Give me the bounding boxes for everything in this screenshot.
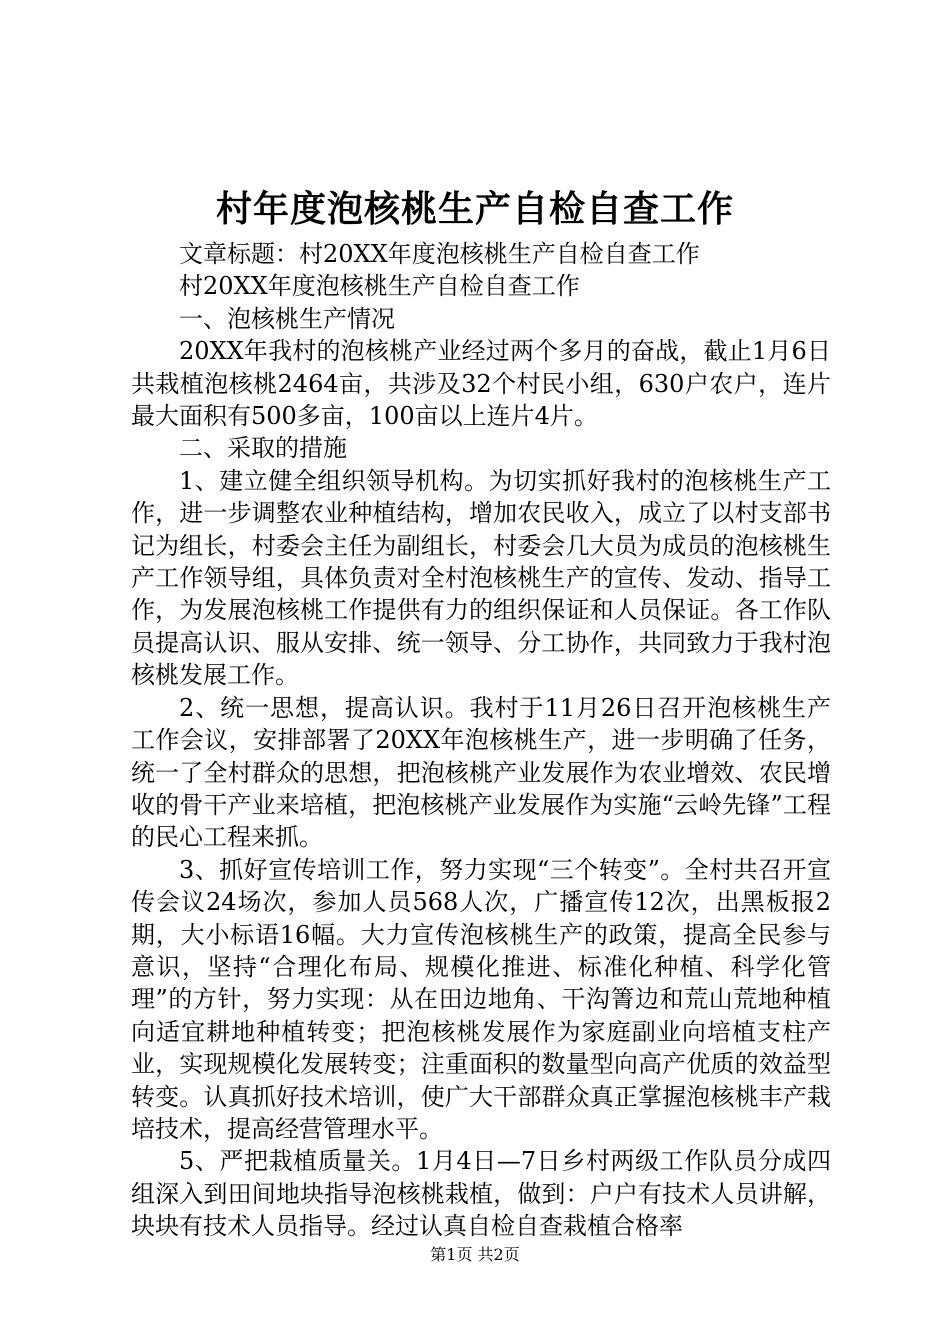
paragraph: 2、统一思想，提高认识。我村于11月26日召开泡核桃生产工作会议，安排部署了20XX年泡核桃生产，进一步明确了任务，统一了全村群众的思想，把泡核桃产业发展作为农业增效、农民增收的骨干产业来培植，把泡核桃产业发展作为实施“云岭先锋”工程的民心工程来抓。 [131,693,831,852]
document-title: 村年度泡核桃生产自检自查工作 [215,188,734,230]
paragraph-article-label: 文章标题：村20XX年度泡核桃生产自检自查工作 [179,240,700,268]
paragraph: 20XX年我村的泡核桃产业经过两个多月的奋战，截止1月6日共栽植泡核桃2464亩，共涉及32个村民小组，630户农户，连片最大面积有500多亩，100亩以上连片4片。 [131,337,831,431]
paragraph: 1、建立健全组织领导机构。为切实抓好我村的泡核桃生产工作，进一步调整农业种植结构，增加农民收入，成立了以村支部书记为组长，村委会主任为副组长，村委会几大员为成员的泡核桃生产工作领导组，具体负责对全村泡核桃生产的宣传、发动、指导工作，为发展泡核桃工作提供有力的组织保证和人员保证。各工作队员提高认识、服从安排、统一领导、分工协作，共同致力于我村泡核桃发展工作。 [131,466,831,690]
section-heading-2: 二、采取的措施 [179,434,347,463]
section-heading-1: 一、泡核桃生产情况 [179,304,395,333]
page-footer: 第1页 共2页 [430,1245,520,1264]
paragraph: 3、抓好宣传培训工作，努力实现“三个转变”。全村共召开宣传会议24场次，参加人员568人次，广播宣传12次，出黑板报2期，大小标语16幅。大力宣传泡核桃生产的政策，提高全民参与意识，坚持“合理化布局、规模化推进、标准化种植、科学化管理”的方针，努力实现：从在田边地角、干沟箐边和荒山荒地种植向适宜耕地种植转变；把泡核桃发展作为家庭副业向培植支柱产业，实现规模化发展转变；注重面积的数量型向高产优质的效益型转变。认真抓好技术培训，使广大干部群众真正掌握泡核桃丰产栽培技术，提高经营管理水平。 [131,855,831,1143]
document-body [131,238,831,1243]
paragraph-subtitle: 村20XX年度泡核桃生产自检自查工作 [179,272,580,301]
paragraph: 5、严把栽植质量关。1月4日—7日乡村两级工作队员分成四组深入到田间地块指导泡核桃栽植，做到：户户有技术人员讲解，块块有技术人员指导。经过认真自检自查栽植合格率 [131,1147,831,1241]
